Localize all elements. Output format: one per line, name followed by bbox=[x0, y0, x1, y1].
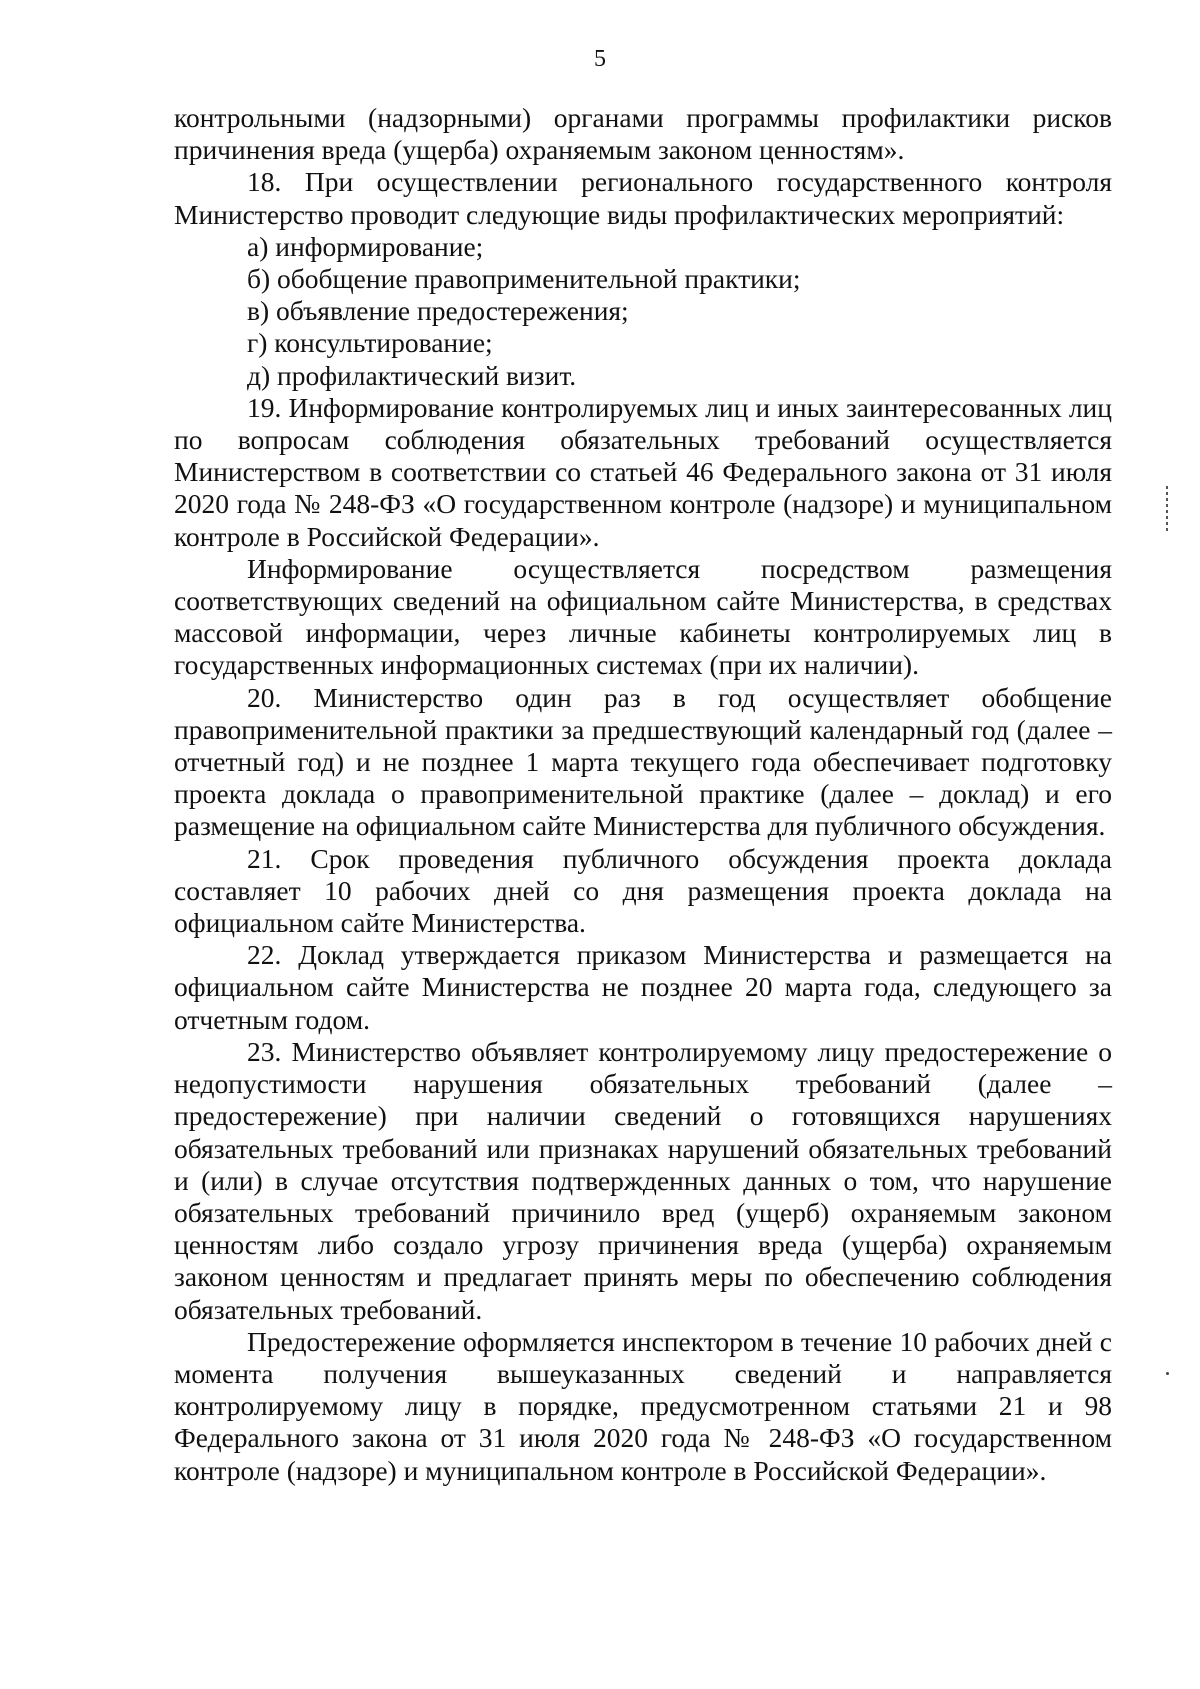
paragraph-21: 21. Срок проведения публичного обсуждения проекта доклада составляет 10 рабочих дней со дня размещения проекта доклада на официальном сайте Министерства. bbox=[174, 842, 1112, 939]
paragraph-23-warning: Предостережение оформляется инспектором в течение 10 рабочих дней с момента получения вышеуказанных сведений и направляется контролируемому лицу в порядке, предусмотренном статьями 21 и 98 Федерального закона от 31 июля 2020 года № 248-ФЗ «О государственном контроле (надзоре) и муниципальном контроле в Российской Федерации». bbox=[174, 1325, 1112, 1486]
list-item-18-v: в) объявление предостережения; bbox=[247, 295, 629, 327]
list-item-18-a: а) информирование; bbox=[247, 230, 484, 262]
paragraph-20: 20. Министерство один раз в год осуществляет обобщение правоприменительной практики за предшествующий календарный год (далее – отчетный год) и не позднее 1 марта текущего года обеспечивает подготовку проекта доклада о правоприменительной практике (далее – доклад) и его размещение на официальном сайте Министерства для публичного обсуждения. bbox=[174, 681, 1112, 842]
paragraph-19-informing: Информирование осуществляется посредством размещения соответствующих сведений на официальном сайте Министерства, в средствах массовой информации, через личные кабинеты контролируемых лиц в государственных информационных системах (при их наличии). bbox=[174, 552, 1112, 681]
list-item-18-b: б) обобщение правоприменительной практики; bbox=[247, 263, 801, 295]
paragraph-18: 18. При осуществлении регионального государственного контроля Министерство проводит следующие виды профилактических мероприятий: bbox=[174, 166, 1112, 230]
paragraph-22: 22. Доклад утверждается приказом Министерства и размещается на официальном сайте Министерства не позднее 20 марта года, следующего за отчетным годом. bbox=[174, 939, 1112, 1035]
scan-artifact-dot bbox=[1166, 1372, 1169, 1375]
scan-artifact-mark bbox=[1166, 486, 1168, 532]
paragraph-23: 23. Министерство объявляет контролируемому лицу предостережение о недопустимости нарушения обязательных требований (далее – предостережение) при наличии сведений о готовящихся нарушениях обязательных требований или признаках нарушений обязательных требований и (или) в случае отсутствия подтвержденных данных о том, что нарушение обязательных требований причинило вред (ущерб) охраняемым законом ценностям либо создало угрозу причинения вреда (ущерба) охраняемым законом ценностям и предлагает принять меры по обеспечению соблюдения обязательных требований. bbox=[174, 1035, 1112, 1325]
list-item-18-g: г) консультирование; bbox=[247, 327, 493, 359]
document-body bbox=[174, 102, 1112, 1487]
list-item-18-d: д) профилактический визит. bbox=[247, 359, 577, 391]
page-number: 5 bbox=[594, 46, 606, 72]
paragraph-continuation: контрольными (надзорными) органами программы профилактики рисков причинения вреда (ущерба) охраняемым законом ценностям». bbox=[174, 102, 1112, 166]
paragraph-19: 19. Информирование контролируемых лиц и иных заинтересованных лиц по вопросам соблюдения обязательных требований осуществляется Министерством в соответствии со статьей 46 Федерального закона от 31 июля 2020 года № 248-ФЗ «О государственном контроле (надзоре) и муниципальном контроле в Российской Федерации». bbox=[174, 391, 1112, 552]
